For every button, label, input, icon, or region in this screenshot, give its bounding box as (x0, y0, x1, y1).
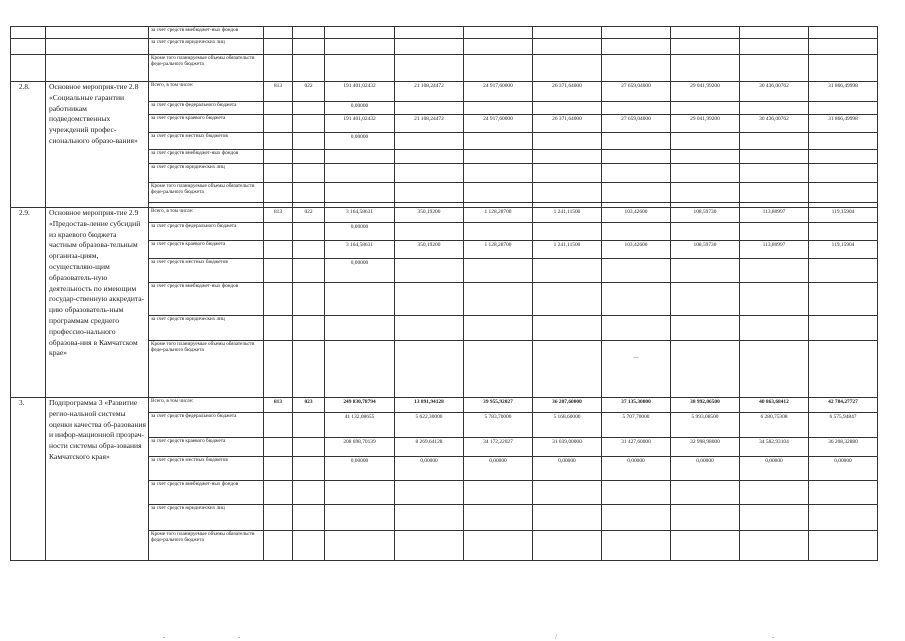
cell-code-a (264, 413, 293, 438)
cell-y7: 0,00000 (809, 457, 878, 481)
cell-source: за счет средств краевого бюджета (149, 438, 264, 457)
cell-y2 (464, 259, 533, 283)
cell-code-a: 813 (264, 208, 293, 223)
cell-y5 (671, 259, 740, 283)
cell-y2 (464, 27, 533, 39)
cell-code-a (264, 457, 293, 481)
cell-y1: 350,19200 (395, 241, 464, 259)
cell-y5: 5 993,08500 (671, 413, 740, 438)
cell-source: за счет средств юридических лиц (149, 505, 264, 531)
cell-y6 (740, 150, 809, 164)
cell-y4 (602, 183, 671, 203)
cell-y1 (395, 505, 464, 531)
cell-source: за счет средств юридических лиц (149, 316, 264, 341)
cell-code-a (264, 505, 293, 531)
cell-y4 (602, 531, 671, 561)
cell-y4: 31 427,60000 (602, 438, 671, 457)
cell-total (325, 164, 395, 183)
cell-code-a (264, 259, 293, 283)
cell-source: за счет средств местных бюджетов (149, 457, 264, 481)
cell-code-b (293, 438, 325, 457)
cell-y3 (533, 481, 602, 505)
cell-code-b (293, 223, 325, 241)
cell-code-a (264, 102, 293, 115)
dash-mark: — (633, 356, 639, 361)
cell-y4: 5 707,70000 (602, 413, 671, 438)
cell-y3 (533, 283, 602, 316)
cell-y3 (533, 341, 602, 398)
cell-total (325, 316, 395, 341)
cell-y5 (671, 316, 740, 341)
cell-name (46, 39, 149, 55)
cell-y6: 34 582,93104 (740, 438, 809, 457)
cell-y7 (809, 102, 878, 115)
cell-name: Основное мероприя-тие 2.9 «Предостав-ление субсидий из краевого бюджета частным образова-тельным организа-циям, осуществляю-щим образователь-ную деятельность по имеющим государ-ственную аккредита-цию образователь-ным программам среднего профессио-нального образова-ния в Камчатском крае» (46, 208, 149, 398)
cell-y6 (740, 102, 809, 115)
cell-code-a (264, 223, 293, 241)
cell-y4: 37 135,30000 (602, 398, 671, 413)
scan-mark: - (772, 633, 775, 641)
cell-y3 (533, 133, 602, 150)
cell-code-b (293, 164, 325, 183)
cell-code-a (264, 531, 293, 561)
cell-total: 0,00000 (325, 133, 395, 150)
cell-y6 (740, 505, 809, 531)
cell-y4 (602, 39, 671, 55)
cell-code-a (264, 438, 293, 457)
scan-mark: - (238, 633, 241, 641)
cell-y3 (533, 164, 602, 183)
cell-code-b (293, 133, 325, 150)
cell-y3: 0,00000 (533, 457, 602, 481)
cell-source: за счет средств местных бюджетов (149, 259, 264, 283)
cell-y4: 27 659,04000 (602, 115, 671, 133)
cell-y6 (740, 259, 809, 283)
table-row (11, 208, 878, 223)
cell-idx: 2.9. (11, 208, 46, 398)
cell-code-b (293, 531, 325, 561)
cell-source: за счет средств федерального бюджета (149, 223, 264, 241)
cell-code-b (293, 55, 325, 82)
cell-total (325, 55, 395, 82)
cell-source: за счет средств федерального бюджета (149, 102, 264, 115)
cell-y5 (671, 283, 740, 316)
cell-code-b: 022 (293, 82, 325, 102)
cell-source: Всего, в том числе: (149, 398, 264, 413)
cell-code-b (293, 150, 325, 164)
cell-y7: 119,15904 (809, 241, 878, 259)
cell-code-b (293, 341, 325, 398)
cell-y3: 26 371,64000 (533, 115, 602, 133)
budget-table (10, 26, 878, 561)
cell-y5 (671, 55, 740, 82)
cell-source: за счет средств юридических лиц (149, 164, 264, 183)
cell-y6 (740, 164, 809, 183)
cell-y1 (395, 183, 464, 203)
cell-y4 (602, 259, 671, 283)
cell-y1 (395, 133, 464, 150)
cell-y7: 42 784,27727 (809, 398, 878, 413)
scan-mark: / (555, 633, 557, 641)
cell-y4 (602, 150, 671, 164)
cell-y2 (464, 133, 533, 150)
cell-code-a (264, 316, 293, 341)
budget-table-body (11, 27, 878, 561)
cell-y1 (395, 283, 464, 316)
cell-y7: 6 575,94847 (809, 413, 878, 438)
cell-y3 (533, 102, 602, 115)
cell-y1 (395, 223, 464, 241)
cell-y5: 38 992,06500 (671, 398, 740, 413)
cell-code-b: 023 (293, 398, 325, 413)
cell-y6 (740, 531, 809, 561)
cell-y7 (809, 341, 878, 398)
cell-y6: 30 436,00762 (740, 82, 809, 102)
cell-source: за счет средств юридических лиц (149, 39, 264, 55)
cell-y2 (464, 164, 533, 183)
cell-source: за счет средств внебюджет-ных фондов (149, 283, 264, 316)
cell-y5 (671, 531, 740, 561)
cell-y5 (671, 505, 740, 531)
cell-y4 (602, 316, 671, 341)
cell-code-b: 022 (293, 208, 325, 223)
cell-code-b (293, 115, 325, 133)
cell-y3: 31 039,00000 (533, 438, 602, 457)
cell-y5 (671, 27, 740, 39)
cell-y2 (464, 150, 533, 164)
cell-y6: 6 280,75308 (740, 413, 809, 438)
cell-y1 (395, 102, 464, 115)
cell-source: Всего, в том числе: (149, 208, 264, 223)
cell-y7: 119,15904 (809, 208, 878, 223)
cell-source: за счет средств внебюджет-ных фондов (149, 481, 264, 505)
cell-y2 (464, 505, 533, 531)
cell-y7 (809, 164, 878, 183)
cell-y3 (533, 259, 602, 283)
cell-total: 3 164,58631 (325, 241, 395, 259)
cell-y4 (602, 283, 671, 316)
cell-y3 (533, 150, 602, 164)
cell-source: за счет средств федерального бюджета (149, 413, 264, 438)
table-row (11, 398, 878, 413)
cell-y2 (464, 341, 533, 398)
cell-y1 (395, 150, 464, 164)
cell-y6: 113,80997 (740, 208, 809, 223)
cell-y7 (809, 39, 878, 55)
cell-y2 (464, 481, 533, 505)
cell-y6 (740, 481, 809, 505)
cell-total: 3 164,58631 (325, 208, 395, 223)
cell-y5 (671, 341, 740, 398)
cell-total: 191 401,02432 (325, 82, 395, 102)
cell-y3: 36 207,60000 (533, 398, 602, 413)
cell-y7: 31 866,49998 (809, 82, 878, 102)
cell-code-a: 813 (264, 398, 293, 413)
cell-code-b (293, 259, 325, 283)
cell-y2: 24 917,60000 (464, 82, 533, 102)
cell-y2: 5 783,70000 (464, 413, 533, 438)
cell-y5 (671, 183, 740, 203)
cell-total (325, 283, 395, 316)
cell-y7: 31 866,49998 (809, 115, 878, 133)
cell-name: Подпрограмма 3 «Развитие регио-нальной системы оценки качества об-разования и инфор-мационной прозрач-ности системы обра-зования Камчатского края» (46, 398, 149, 561)
cell-y2: 39 955,92027 (464, 398, 533, 413)
cell-total: 191 401,02432 (325, 115, 395, 133)
cell-y1 (395, 164, 464, 183)
cell-y3 (533, 531, 602, 561)
cell-source: за счет средств краевого бюджета (149, 241, 264, 259)
cell-y2 (464, 223, 533, 241)
cell-total (325, 39, 395, 55)
cell-y5 (671, 223, 740, 241)
cell-y5: 108,59730 (671, 241, 740, 259)
cell-code-a (264, 39, 293, 55)
cell-y4 (602, 481, 671, 505)
cell-y5 (671, 164, 740, 183)
cell-idx: 2.8. (11, 82, 46, 208)
cell-y6: 0,00000 (740, 457, 809, 481)
cell-code-b (293, 27, 325, 39)
cell-y2: 24 917,60000 (464, 115, 533, 133)
cell-idx (11, 55, 46, 82)
cell-y6: 113,80997 (740, 241, 809, 259)
cell-total: 0,00000 (325, 259, 395, 283)
cell-y6 (740, 223, 809, 241)
cell-y7 (809, 531, 878, 561)
cell-code-a (264, 481, 293, 505)
cell-total (325, 481, 395, 505)
cell-y2: 1 128,28700 (464, 241, 533, 259)
cell-y7 (809, 283, 878, 316)
cell-total (325, 183, 395, 203)
cell-total (325, 531, 395, 561)
cell-code-a (264, 164, 293, 183)
cell-y3 (533, 183, 602, 203)
cell-y6 (740, 55, 809, 82)
cell-y4: 103,42600 (602, 241, 671, 259)
cell-y7 (809, 223, 878, 241)
cell-y5: 0,00000 (671, 457, 740, 481)
cell-code-b (293, 283, 325, 316)
cell-name (46, 55, 149, 82)
table-row (11, 39, 878, 55)
scan-mark: - (163, 633, 166, 641)
cell-y6 (740, 341, 809, 398)
cell-y6 (740, 39, 809, 55)
cell-source: Кроме того планируемые объемы обязательств феде-рального бюджета (149, 55, 264, 82)
cell-source: за счет средств краевого бюджета (149, 115, 264, 133)
cell-y2 (464, 55, 533, 82)
cell-code-a (264, 241, 293, 259)
cell-y4 (602, 164, 671, 183)
cell-y1: 13 891,94128 (395, 398, 464, 413)
cell-source: за счет средств внебюджет-ных фондов (149, 27, 264, 39)
cell-code-b (293, 413, 325, 438)
table-row (11, 82, 878, 102)
cell-y7 (809, 55, 878, 82)
cell-total (325, 341, 395, 398)
table-row (11, 27, 878, 39)
cell-source: за счет средств местных бюджетов (149, 133, 264, 150)
cell-y5 (671, 133, 740, 150)
cell-y1 (395, 481, 464, 505)
cell-y2 (464, 39, 533, 55)
cell-total: 41 132,08655 (325, 413, 395, 438)
cell-y4 (602, 27, 671, 39)
cell-idx (11, 27, 46, 39)
cell-total: 0,00000 (325, 223, 395, 241)
cell-name (46, 27, 149, 39)
cell-code-b (293, 241, 325, 259)
cell-y7 (809, 316, 878, 341)
cell-idx (11, 39, 46, 55)
cell-code-b (293, 505, 325, 531)
cell-y1 (395, 55, 464, 82)
cell-y3: 5 168,60000 (533, 413, 602, 438)
cell-y6 (740, 133, 809, 150)
cell-total: 0,00000 (325, 457, 395, 481)
cell-code-a (264, 27, 293, 39)
cell-code-b (293, 39, 325, 55)
cell-y1: 350,19200 (395, 208, 464, 223)
cell-y6: 40 863,68412 (740, 398, 809, 413)
cell-y7 (809, 183, 878, 203)
cell-y5 (671, 102, 740, 115)
cell-y7 (809, 27, 878, 39)
cell-y7 (809, 150, 878, 164)
cell-y6 (740, 283, 809, 316)
cell-y2 (464, 531, 533, 561)
cell-code-b (293, 316, 325, 341)
cell-y5: 32 998,98000 (671, 438, 740, 457)
cell-y7: 36 208,32880 (809, 438, 878, 457)
cell-code-a (264, 341, 293, 398)
cell-y5 (671, 39, 740, 55)
cell-name: Основное мероприя-тие 2.8 «Социальные гарантии работникам подведомственных учреждений профес-сионального образо-вания» (46, 82, 149, 208)
cell-y4 (602, 133, 671, 150)
cell-y1: 8 269,64128 (395, 438, 464, 457)
cell-code-a: 813 (264, 82, 293, 102)
cell-code-a (264, 115, 293, 133)
cell-y5: 29 041,99200 (671, 115, 740, 133)
cell-y2 (464, 316, 533, 341)
cell-y4 (602, 341, 671, 398)
cell-total (325, 505, 395, 531)
cell-code-b (293, 457, 325, 481)
cell-y1: 21 108,24472 (395, 115, 464, 133)
cell-y4 (602, 505, 671, 531)
cell-y4: 27 659,04000 (602, 82, 671, 102)
cell-total: 208 698,70139 (325, 438, 395, 457)
cell-y7 (809, 133, 878, 150)
cell-total (325, 150, 395, 164)
cell-y3 (533, 223, 602, 241)
cell-y1 (395, 39, 464, 55)
cell-total (325, 27, 395, 39)
cell-y5: 108,59730 (671, 208, 740, 223)
cell-y2 (464, 183, 533, 203)
cell-y1 (395, 27, 464, 39)
cell-y3 (533, 316, 602, 341)
cell-code-a (264, 55, 293, 82)
cell-y5 (671, 481, 740, 505)
cell-idx: 3. (11, 398, 46, 561)
cell-code-a (264, 283, 293, 316)
cell-y1: 0,00000 (395, 457, 464, 481)
cell-y3 (533, 39, 602, 55)
cell-y2: 1 128,28700 (464, 208, 533, 223)
cell-source: за счет средств внебюджет-ных фондов (149, 150, 264, 164)
cell-y4 (602, 102, 671, 115)
cell-source: Кроме того планируемые объемы обязательств феде-рального бюджета (149, 531, 264, 561)
cell-y5: 29 041,99200 (671, 82, 740, 102)
cell-code-b (293, 102, 325, 115)
cell-source: Кроме того планируемые объемы обязательств феде-рального бюджета (149, 341, 264, 398)
cell-y2 (464, 283, 533, 316)
cell-y7 (809, 481, 878, 505)
cell-y6: 30 436,00762 (740, 115, 809, 133)
cell-y6 (740, 183, 809, 203)
cell-source: Всего, в том числе: (149, 82, 264, 102)
cell-y1: 5 622,30000 (395, 413, 464, 438)
cell-y3 (533, 27, 602, 39)
cell-code-b (293, 183, 325, 203)
cell-y1 (395, 259, 464, 283)
cell-y3: 26 371,64000 (533, 82, 602, 102)
cell-y1 (395, 341, 464, 398)
cell-y3 (533, 505, 602, 531)
cell-y4 (602, 55, 671, 82)
cell-y4: 0,00000 (602, 457, 671, 481)
cell-y3 (533, 55, 602, 82)
cell-y3: 1 241,11500 (533, 241, 602, 259)
cell-y3: 1 241,11500 (533, 208, 602, 223)
cell-y7 (809, 259, 878, 283)
cell-code-a (264, 183, 293, 203)
cell-code-a (264, 150, 293, 164)
cell-y6 (740, 316, 809, 341)
cell-code-a (264, 133, 293, 150)
cell-y1 (395, 531, 464, 561)
cell-y7 (809, 505, 878, 531)
cell-y4 (602, 223, 671, 241)
cell-y4: 103,42600 (602, 208, 671, 223)
cell-source: Кроме того планируемые объемы обязательств феде-рального бюджета (149, 183, 264, 203)
cell-y1: 21 108,24472 (395, 82, 464, 102)
cell-y5 (671, 150, 740, 164)
cell-y1 (395, 316, 464, 341)
table-row (11, 55, 878, 82)
cell-y6 (740, 27, 809, 39)
cell-y2 (464, 102, 533, 115)
cell-code-b (293, 481, 325, 505)
cell-y2: 0,00000 (464, 457, 533, 481)
cell-y2: 34 172,22027 (464, 438, 533, 457)
cell-total: 249 830,78794 (325, 398, 395, 413)
cell-total: 0,00000 (325, 102, 395, 115)
